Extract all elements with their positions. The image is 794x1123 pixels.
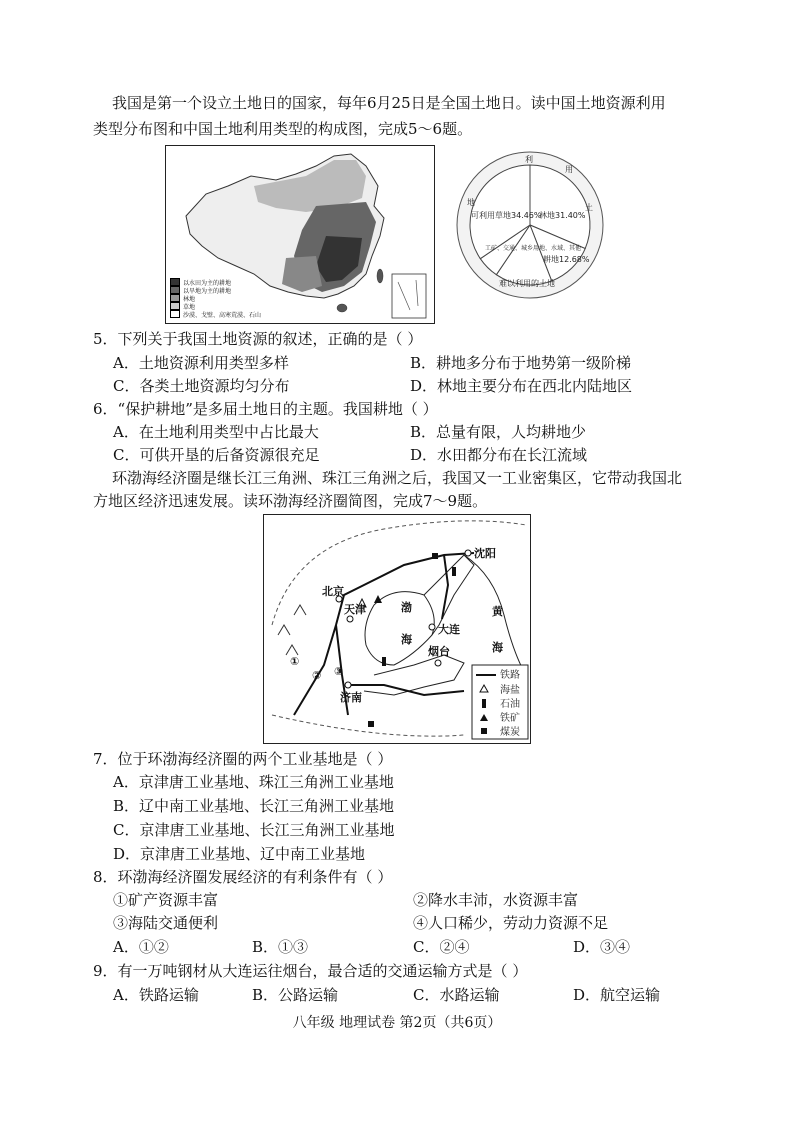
city-shenyang: 沈阳 — [474, 547, 496, 560]
city-jinan: 济南 — [340, 691, 362, 704]
q6-option-a[interactable]: A．在土地利用类型中占比最大 — [113, 423, 319, 441]
yantai-dot — [435, 660, 441, 666]
q5-option-b[interactable]: B．耕地多分布于地势第一级阶梯 — [410, 354, 632, 372]
city-yantai: 烟台 — [428, 645, 450, 658]
city-beijing: 北京 — [322, 585, 344, 598]
ring-label-0: 利 — [525, 155, 533, 164]
sea-yellow-1: 黄 — [492, 605, 503, 618]
region-3: ③ — [334, 665, 344, 678]
dry-swatch — [170, 286, 180, 294]
q9-option-c[interactable]: C．水路运输 — [413, 986, 500, 1004]
sea-bohai-2: 海 — [401, 633, 412, 646]
q7-option-d[interactable]: D．京津唐工业基地、辽中南工业基地 — [113, 845, 366, 863]
oil-symbol — [452, 567, 456, 576]
ring-label-2: 土 — [585, 203, 593, 212]
intro2-line1: 环渤海经济圈是继长江三角洲、珠江三角洲之后，我国又一工业密集区，它带动我国北 — [112, 469, 683, 487]
oil-symbol-2 — [382, 657, 386, 666]
bohai-economic-map — [263, 514, 531, 744]
paddy-swatch — [170, 278, 180, 286]
other-swatch — [170, 310, 180, 318]
dalian-dot — [429, 624, 435, 630]
grass-swatch — [170, 302, 180, 310]
region-2: ② — [312, 669, 322, 682]
pie-label-forest: 林地31.40% — [539, 211, 586, 220]
legend-railway: 铁路 — [500, 670, 520, 681]
pie-svg — [455, 150, 605, 300]
city-tianjin: 天津 — [344, 603, 366, 616]
map1-legend — [170, 278, 270, 318]
pie-label-unusable: 难以利用的土地 — [499, 279, 555, 288]
page-footer: 八年级 地理试卷 第2页（共6页） — [292, 1015, 502, 1031]
tianjin-dot — [347, 616, 353, 622]
q8-statement-4: ④人口稀少，劳动力资源不足 — [413, 914, 609, 932]
q9-option-b[interactable]: B．公路运输 — [252, 986, 339, 1004]
pie-label-arable: 耕地12.68% — [543, 255, 590, 264]
q5-option-a[interactable]: A．土地资源利用类型多样 — [113, 354, 289, 372]
q8-statement-3: ③海陆交通便利 — [113, 914, 219, 932]
legend-label-grass: 草地 — [183, 303, 196, 311]
legend-oil: 石油 — [500, 699, 520, 710]
q9-stem: 9．有一万吨钢材从大连运往烟台，最合适的交通运输方式是（ ） — [93, 962, 528, 980]
sea-yellow-2: 海 — [492, 641, 503, 654]
q8-statement-1: ①矿产资源丰富 — [113, 891, 219, 909]
pie-label-grass: 可利用草地34.46% — [471, 211, 542, 220]
legend-label-dry: 以旱地为主的耕地 — [183, 287, 232, 295]
region-1: ① — [290, 655, 300, 668]
q6-stem: 6．“保护耕地”是多届土地日的主题。我国耕地（ ） — [93, 400, 438, 418]
sea-bohai-1: 渤 — [401, 601, 412, 614]
legend-oil-icon — [482, 699, 486, 708]
q7-option-a[interactable]: A．京津唐工业基地、珠江三角洲工业基地 — [113, 773, 394, 791]
ring-label-1: 用 — [565, 165, 573, 174]
legend-label-other: 沙漠、戈壁、高寒荒漠、石山 — [183, 311, 262, 319]
jinan-dot — [345, 682, 351, 688]
china-land-use-map — [165, 145, 435, 324]
legend-salt: 海盐 — [500, 685, 520, 696]
q8-option-d[interactable]: D．③④ — [573, 938, 631, 956]
q8-option-a[interactable]: A．①② — [113, 938, 169, 956]
city-dalian: 大连 — [438, 623, 460, 636]
land-use-pie-chart — [455, 150, 605, 300]
shenyang-dot — [465, 550, 471, 556]
coal-symbol-2 — [368, 721, 374, 727]
q8-stem: 8．环渤海经济圈发展经济的有利条件有（ ） — [93, 868, 393, 886]
ring-label-3: 地 — [467, 198, 475, 207]
q5-stem: 5．下列关于我国土地资源的叙述，正确的是（ ） — [93, 330, 423, 348]
pie-label-other: 工矿、交通、城乡用地、水域、其他 — [485, 245, 582, 252]
intro2-line2: 方地区经济迅速发展。读环渤海经济圈简图，完成7～9题。 — [93, 492, 488, 510]
legend-label-paddy: 以水田为主的耕地 — [183, 279, 232, 287]
q9-option-a[interactable]: A．铁路运输 — [113, 986, 199, 1004]
q8-statement-2: ②降水丰沛，水资源丰富 — [413, 891, 579, 909]
legend-coal-icon — [481, 728, 487, 734]
legend-coal: 煤炭 — [500, 727, 520, 738]
coal-symbol — [432, 553, 438, 559]
q6-option-d[interactable]: D．水田都分布在长江流域 — [410, 446, 588, 464]
forest-swatch — [170, 294, 180, 302]
intro1-line2: 类型分布图和中国土地利用类型的构成图，完成5～6题。 — [93, 120, 473, 138]
q8-option-c[interactable]: C．②④ — [413, 938, 470, 956]
legend-label-forest: 林地 — [183, 295, 196, 303]
q8-option-b[interactable]: B．①③ — [252, 938, 309, 956]
q5-option-c[interactable]: C．各类土地资源均匀分布 — [113, 377, 290, 395]
q7-option-b[interactable]: B．辽中南工业基地、长江三角洲工业基地 — [113, 797, 395, 815]
q6-option-c[interactable]: C．可供开垦的后备资源很充足 — [113, 446, 320, 464]
legend-iron: 铁矿 — [500, 713, 520, 724]
q6-option-b[interactable]: B．总量有限，人均耕地少 — [410, 423, 587, 441]
q5-option-d[interactable]: D．林地主要分布在西北内陆地区 — [410, 377, 633, 395]
q7-stem: 7．位于环渤海经济圈的两个工业基地是（ ） — [93, 750, 393, 768]
intro1-line1: 我国是第一个设立土地日的国家，每年6月25日是全国土地日。读中国土地资源利用 — [112, 94, 666, 112]
legend-item-other — [170, 310, 270, 318]
q9-option-d[interactable]: D．航空运输 — [573, 986, 661, 1004]
q7-option-c[interactable]: C．京津唐工业基地、长江三角洲工业基地 — [113, 821, 395, 839]
